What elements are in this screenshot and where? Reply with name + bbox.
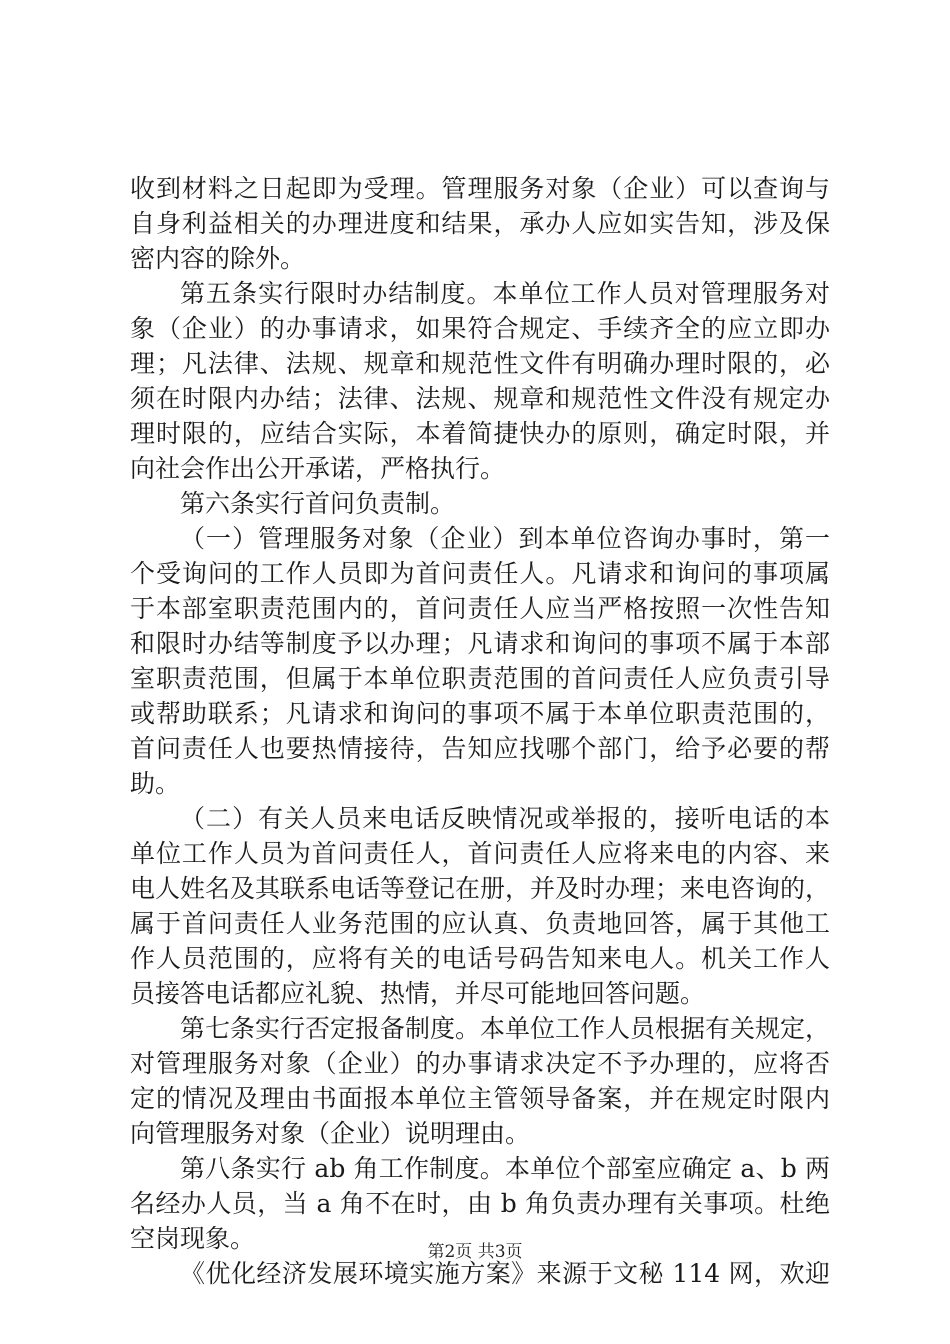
text-line: 收到材料之日起即为受理。管理服务对象（企业）可以查询与 <box>130 174 830 203</box>
text-line: 理时限的，应结合实际，本着简捷快办的原则，确定时限，并 <box>130 419 830 448</box>
text-line: 对管理服务对象（企业）的办事请求决定不予办理的，应将否 <box>130 1049 830 1078</box>
text-line: 密内容的除外。 <box>130 244 306 273</box>
text-line: 自身利益相关的办理进度和结果，承办人应如实告知，涉及保 <box>130 209 830 238</box>
text-line: 空岗现象。 <box>130 1224 256 1253</box>
paragraph-start-line: 《优化经济发展环境实施方案》来源于文秘 114 网，欢迎 <box>180 1259 830 1288</box>
text-line: 室职责范围，但属于本单位职责范围的首问责任人应负责引导 <box>130 664 830 693</box>
text-line: 向社会作出公开承诺，严格执行。 <box>130 454 506 483</box>
text-line: 定的情况及理由书面报本单位主管领导备案，并在规定时限内 <box>130 1084 830 1113</box>
text-line: 员接答电话都应礼貌、热情，并尽可能地回答问题。 <box>130 979 706 1008</box>
page-number-footer: 第2页 共3页 <box>427 1242 523 1262</box>
text-line: 个受询问的工作人员即为首问责任人。凡请求和询问的事项属 <box>130 559 830 588</box>
text-line: 属于首问责任人业务范围的应认真、负责地回答，属于其他工 <box>130 909 830 938</box>
document-body <box>130 171 830 1291</box>
text-line: 和限时办结等制度予以办理；凡请求和询问的事项不属于本部 <box>130 629 830 658</box>
text-line: 首问责任人也要热情接待，告知应找哪个部门，给予必要的帮 <box>130 734 830 763</box>
text-line: 须在时限内办结；法律、法规、规章和规范性文件没有规定办 <box>130 384 830 413</box>
text-line: 助。 <box>130 769 181 798</box>
text-line: 向管理服务对象（企业）说明理由。 <box>130 1119 531 1148</box>
text-line: 理；凡法律、法规、规章和规范性文件有明确办理时限的，必 <box>130 349 830 378</box>
text-line: 作人员范围的，应将有关的电话号码告知来电人。机关工作人 <box>130 944 830 973</box>
paragraph-start-line: 第六条实行首问负责制。 <box>180 489 456 518</box>
text-line: 名经办人员，当 a 角不在时，由 b 角负责办理有关事项。杜绝 <box>130 1189 830 1218</box>
text-line: 象（企业）的办事请求，如果符合规定、手续齐全的应立即办 <box>130 314 830 343</box>
paragraph-start-line: 第五条实行限时办结制度。本单位工作人员对管理服务对 <box>180 279 830 308</box>
paragraph-start-line: （一）管理服务对象（企业）到本单位咨询办事时，第一 <box>180 524 830 553</box>
text-line: 电人姓名及其联系电话等登记在册，并及时办理；来电咨询的， <box>130 874 831 903</box>
paragraph-start-line: 第七条实行否定报备制度。本单位工作人员根据有关规定， <box>180 1014 831 1043</box>
text-line: 单位工作人员为首问责任人，首问责任人应将来电的内容、来 <box>130 839 830 868</box>
paragraph-start-line: （二）有关人员来电话反映情况或举报的，接听电话的本 <box>180 804 830 833</box>
text-line: 或帮助联系；凡请求和询问的事项不属于本单位职责范围的， <box>130 699 830 728</box>
text-line: 于本部室职责范围内的，首问责任人应当严格按照一次性告知 <box>130 594 830 623</box>
paragraph-start-line: 第八条实行 ab 角工作制度。本单位个部室应确定 a、b 两 <box>180 1154 830 1183</box>
